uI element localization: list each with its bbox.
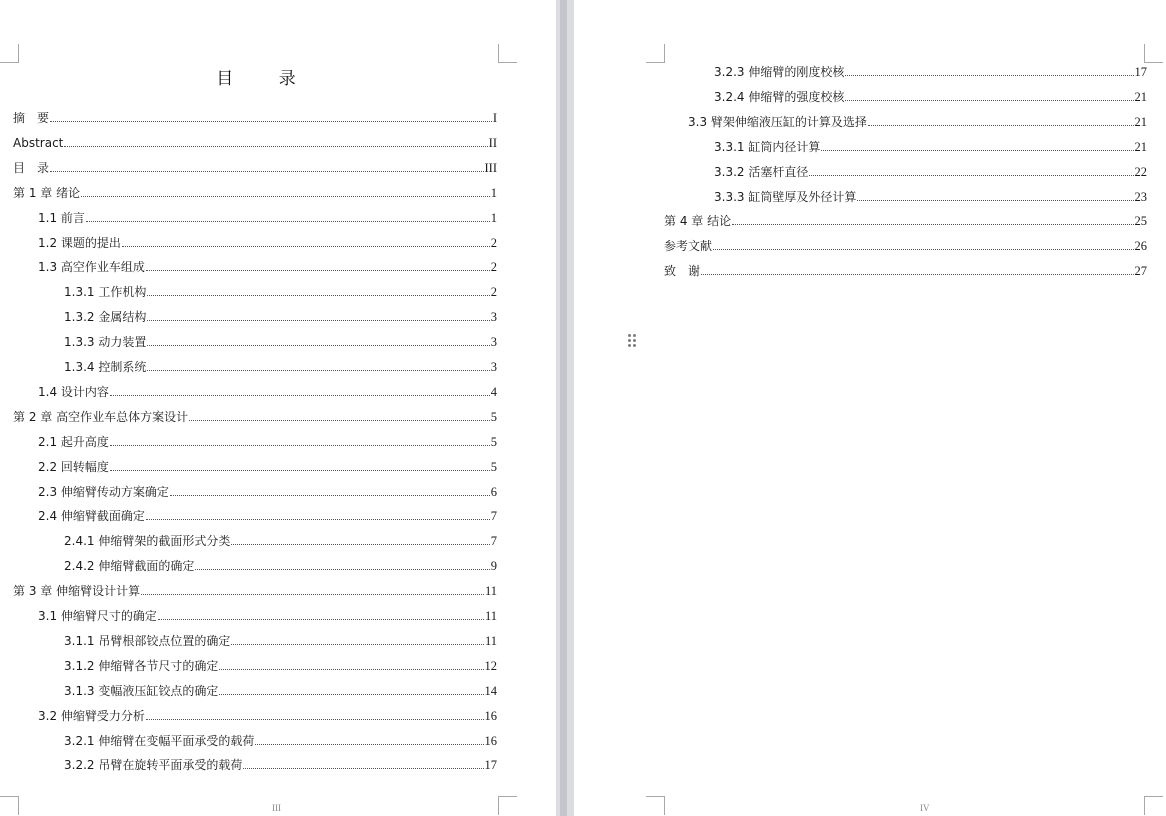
toc-entry-page-number: 17: [484, 758, 497, 773]
crop-mark: [646, 796, 665, 815]
toc-dot-leader: [170, 495, 490, 496]
toc-entry-label: 2.4.1 伸缩臂架的截面形式分类: [64, 534, 231, 549]
crop-mark: [0, 796, 19, 815]
toc-entry-label: 3.3 臂架伸缩液压缸的计算及选择: [688, 114, 867, 129]
toc-entry-label: 3.3.3 缸筒壁厚及外径计算: [714, 189, 857, 204]
toc-entry-label: 1.4 设计内容: [38, 384, 109, 399]
toc-entry-label: 2.4 伸缩臂截面确定: [38, 509, 145, 524]
toc-dot-leader: [231, 544, 489, 545]
toc-dot-leader: [857, 200, 1133, 201]
toc-dot-leader: [713, 249, 1133, 250]
toc-dot-leader: [147, 370, 489, 371]
toc-entry[interactable]: [38, 483, 497, 501]
toc-entry-page-number: II: [488, 135, 497, 150]
toc-dot-leader: [110, 445, 490, 446]
toc-entry[interactable]: [64, 657, 497, 675]
toc-entry-page-number: 1: [490, 185, 497, 200]
toc-entry-page-number: 16: [484, 708, 497, 723]
toc-entry-label: 3.2.2 吊臂在旋转平面承受的载荷: [64, 758, 243, 773]
toc-dot-leader: [110, 395, 490, 396]
toc-entry[interactable]: [38, 707, 497, 725]
toc-entry-label: 第 1 章 绪论: [13, 185, 81, 200]
toc-entry-page-number: 2: [490, 285, 497, 300]
toc-dot-leader: [732, 224, 1133, 225]
toc-entry-page-number: 7: [490, 534, 497, 549]
toc-entry[interactable]: [38, 458, 497, 476]
toc-entry-page-number: 5: [490, 459, 497, 474]
toc-entry-page-number: 21: [1134, 89, 1147, 104]
toc-entry[interactable]: [64, 732, 497, 750]
toc-entry-label: 2.1 起升高度: [38, 434, 109, 449]
toc-entry-label: 第 3 章 伸缩臂设计计算: [13, 584, 141, 599]
toc-entry-label: 3.1.1 吊臂根部铰点位置的确定: [64, 633, 231, 648]
page-separator: [560, 0, 567, 816]
toc-dot-leader: [64, 146, 487, 147]
toc-entry[interactable]: [688, 113, 1147, 131]
toc-entry-page-number: 2: [490, 235, 497, 250]
toc-dot-leader: [255, 744, 483, 745]
toc-entry[interactable]: [64, 283, 497, 301]
toc-entry-label: 2.2 回转幅度: [38, 459, 109, 474]
toc-entry-label: 1.3.3 动力装置: [64, 335, 147, 350]
toc-entry-page-number: 3: [490, 310, 497, 325]
toc-dot-leader: [195, 569, 489, 570]
toc-entry-label: 1.3.1 工作机构: [64, 285, 147, 300]
toc-dot-leader: [110, 470, 490, 471]
toc-entry[interactable]: [664, 262, 1147, 280]
toc-entry-label: 3.2.3 伸缩臂的刚度校核: [714, 65, 845, 79]
toc-entry-page-number: 11: [484, 633, 497, 648]
toc-entry-page-number: I: [492, 111, 497, 125]
toc-dot-leader: [158, 619, 484, 620]
toc-dot-leader: [868, 125, 1134, 126]
toc-dot-leader: [50, 121, 492, 122]
page-number-footer: IV: [920, 803, 930, 813]
toc-entry-label: 1.3.4 控制系统: [64, 360, 147, 374]
toc-entry-page-number: 21: [1134, 114, 1147, 129]
toc-dot-leader: [701, 274, 1133, 275]
toc-entry[interactable]: [13, 134, 497, 152]
toc-entry-page-number: 3: [490, 360, 497, 374]
toc-entry[interactable]: [714, 138, 1147, 156]
toc-entry-page-number: 9: [490, 559, 497, 574]
toc-entry-label: 1.2 课题的提出: [38, 235, 121, 250]
crop-mark: [646, 44, 665, 63]
toc-entry-label: 3.1.3 变幅液压缸铰点的确定: [64, 683, 219, 698]
toc-entry[interactable]: [664, 237, 1147, 255]
toc-entry[interactable]: [64, 333, 497, 351]
toc-dot-leader: [845, 100, 1133, 101]
toc-entry-page-number: 3: [490, 335, 497, 350]
toc-entry-label: Abstract: [13, 135, 64, 150]
crop-mark: [0, 44, 19, 63]
toc-entry-label: 3.2 伸缩臂受力分析: [38, 708, 145, 723]
toc-entry[interactable]: [714, 88, 1147, 106]
toc-dot-leader: [146, 519, 490, 520]
toc-entry-label: 参考文献: [664, 239, 713, 254]
toc-dot-leader: [122, 246, 490, 247]
toc-entry-label: 1.3 高空作业车组成: [38, 260, 145, 275]
toc-entry-label: 致 谢: [664, 264, 701, 279]
toc-entry-page-number: 23: [1134, 189, 1147, 204]
toc-entry-page-number: 27: [1134, 264, 1147, 279]
crop-mark: [498, 796, 517, 815]
crop-mark: [498, 44, 517, 63]
toc-dot-leader: [219, 669, 483, 670]
toc-entry-label: 第 4 章 结论: [664, 214, 732, 229]
toc-dot-leader: [809, 175, 1133, 176]
crop-mark: [1144, 796, 1163, 815]
toc-entry-page-number: 26: [1134, 239, 1147, 254]
toc-entry[interactable]: [38, 383, 497, 401]
toc-entry[interactable]: [38, 209, 497, 227]
toc-entry-page-number: 22: [1134, 164, 1147, 179]
toc-entry-label: 目 录: [13, 160, 50, 175]
toc-entry-page-number: 5: [490, 434, 497, 449]
toc-entry-page-number: 4: [490, 384, 497, 399]
toc-dot-leader: [147, 295, 489, 296]
toc-entry[interactable]: [13, 408, 497, 426]
toc-dot-leader: [147, 320, 489, 321]
toc-entry-page-number: 7: [490, 509, 497, 524]
toc-dot-leader: [821, 150, 1133, 151]
toc-dot-leader: [146, 719, 484, 720]
toc-entry-page-number: 16: [484, 733, 497, 748]
toc-entry-page-number: 2: [490, 260, 497, 275]
toc-entry-page-number: 6: [490, 484, 497, 499]
toc-entry-label: 摘 要: [13, 111, 50, 125]
toc-entry[interactable]: [64, 532, 497, 550]
toc-entry[interactable]: [714, 188, 1147, 206]
toc-entry-label: 3.1 伸缩臂尺寸的确定: [38, 609, 157, 623]
page-number-footer: III: [272, 803, 281, 813]
toc-entry[interactable]: [64, 756, 497, 774]
drag-handle-icon[interactable]: [628, 334, 638, 350]
toc-dot-leader: [189, 420, 490, 421]
toc-entry[interactable]: [13, 582, 497, 600]
toc-title: 目 录: [216, 69, 316, 89]
toc-entry-page-number: 17: [1134, 65, 1147, 79]
toc-entry[interactable]: [714, 63, 1147, 81]
toc-entry-label: 3.3.1 缸筒内径计算: [714, 139, 821, 154]
toc-entry-page-number: 14: [484, 683, 497, 698]
toc-dot-leader: [146, 270, 490, 271]
toc-dot-leader: [147, 345, 489, 346]
toc-entry[interactable]: [664, 212, 1147, 230]
toc-entry[interactable]: [13, 184, 497, 202]
toc-entry[interactable]: [64, 682, 497, 700]
toc-entry[interactable]: [64, 358, 497, 376]
toc-entry-page-number: 1: [490, 210, 497, 225]
toc-entry[interactable]: [13, 109, 497, 127]
toc-dot-leader: [243, 768, 483, 769]
toc-entry-page-number: 5: [490, 409, 497, 424]
toc-entry[interactable]: [38, 507, 497, 525]
crop-mark: [1144, 44, 1163, 63]
toc-entry-label: 3.1.2 伸缩臂各节尺寸的确定: [64, 658, 219, 673]
toc-entry-label: 2.4.2 伸缩臂截面的确定: [64, 559, 195, 574]
document-page-right: [574, 0, 1166, 816]
toc-entry[interactable]: [64, 632, 497, 650]
toc-dot-leader: [219, 694, 483, 695]
toc-entry-page-number: 25: [1134, 214, 1147, 229]
toc-entry-page-number: 11: [484, 584, 497, 599]
toc-dot-leader: [81, 196, 490, 197]
toc-dot-leader: [845, 75, 1133, 76]
toc-entry[interactable]: [38, 607, 497, 625]
toc-entry-label: 第 2 章 高空作业车总体方案设计: [13, 409, 189, 424]
toc-dot-leader: [86, 221, 490, 222]
toc-entry[interactable]: [64, 308, 497, 326]
toc-entry-page-number: 21: [1134, 139, 1147, 154]
toc-entry[interactable]: [64, 557, 497, 575]
toc-entry-page-number: 11: [484, 609, 497, 623]
toc-entry[interactable]: [714, 163, 1147, 181]
toc-entry[interactable]: [13, 159, 497, 177]
toc-dot-leader: [141, 594, 484, 595]
document-page-left: [0, 0, 556, 816]
toc-entry-label: 3.2.4 伸缩臂的强度校核: [714, 89, 845, 104]
toc-dot-leader: [50, 171, 483, 172]
toc-entry[interactable]: [38, 258, 497, 276]
toc-entry-label: 3.2.1 伸缩臂在变幅平面承受的载荷: [64, 733, 255, 748]
toc-entry[interactable]: [38, 433, 497, 451]
toc-entry-label: 2.3 伸缩臂传动方案确定: [38, 484, 169, 499]
toc-entry-page-number: 12: [484, 658, 497, 673]
toc-entry-label: 1.3.2 金属结构: [64, 310, 147, 325]
toc-entry-page-number: III: [484, 160, 497, 175]
toc-dot-leader: [231, 644, 484, 645]
toc-entry[interactable]: [38, 234, 497, 252]
toc-entry-label: 1.1 前言: [38, 210, 85, 225]
toc-entry-label: 3.3.2 活塞杆直径: [714, 164, 809, 179]
